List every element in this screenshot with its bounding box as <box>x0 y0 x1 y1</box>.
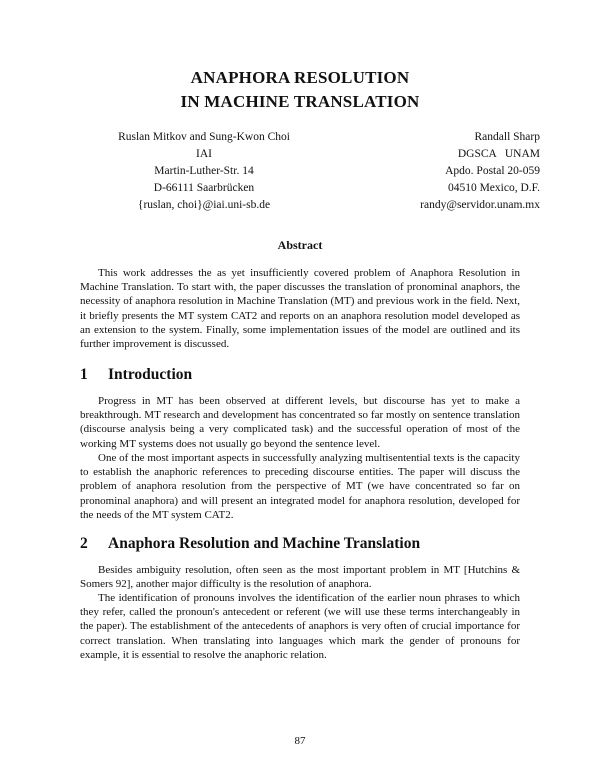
author-names: Randall Sharp <box>474 131 540 143</box>
author-names: Ruslan Mitkov and Sung-Kwon Choi <box>118 131 290 143</box>
author-block-left <box>96 129 312 214</box>
author-affiliation: DGSCA UNAM <box>457 148 540 160</box>
title-line-1: ANAPHORA RESOLUTION <box>190 68 410 87</box>
author-street: Apdo. Postal 20-059 <box>445 165 540 177</box>
paragraph: The identification of pronouns involves the identification of the earlier noun phrases to which they refer, called the pronoun's antecedent or referent (we will use these terms interchangeably in the paper). The establishment of the antecedents of anaphors is very often of crucial importance for correct translation. When translating into languages which mark the gender of pronouns for example, it is essential to resolve the anaphoric relation. <box>80 592 520 661</box>
paragraph: One of the most important aspects in successfully analyzing multisentential texts is the capacity to establish the anaphoric references to preceding discourse entities. The paper will discuss the problem of anaphora resolution from the perspective of MT (we have concentrated so far on pronominal anaphora) and will present an integrated model for anaphora resolution, developed for the needs of the MT system CAT2. <box>80 452 520 521</box>
author-email: randy@servidor.unam.mx <box>420 199 540 211</box>
author-street: Martin-Luther-Str. 14 <box>154 165 254 177</box>
section-number: 2 <box>80 535 88 552</box>
author-city: D-66111 Saarbrücken <box>153 182 255 194</box>
abstract-heading: Abstract <box>277 238 323 252</box>
paper-title <box>0 66 600 114</box>
paragraph: Besides ambiguity resolution, often seen as the most important problem in MT [Hutchins & Somers 92], another major difficulty is the resolution of anaphora. <box>80 564 520 591</box>
section-heading <box>80 366 192 384</box>
abstract-text: This work addresses the as yet insufficiently covered problem of Anaphora Resolution in Machine Translation. To start with, the paper discusses the translation of pronominal anaphors, the necessity of anaphora resolution in Machine Translation (MT) and previous work in the field. Next, it briefly presents the MT system CAT2 and reports on an anaphora resolution model developed as an extension to the system. Finally, some implementation issues of the model are outlined and its further improvement is discussed. <box>80 267 520 351</box>
section-title: Introduction <box>108 366 193 383</box>
section-heading <box>80 535 420 553</box>
author-block-right <box>350 129 540 214</box>
author-affiliation: IAI <box>196 148 212 160</box>
section-title: Anaphora Resolution and Machine Translation <box>108 535 421 552</box>
section-number: 1 <box>80 366 88 383</box>
author-email: {ruslan, choi}@iai.uni-sb.de <box>137 199 271 211</box>
title-line-2: IN MACHINE TRANSLATION <box>180 92 420 111</box>
page-number: 87 <box>294 735 306 747</box>
paragraph: Progress in MT has been observed at different levels, but discourse has yet to make a breakthrough. MT research and development has concentrated so far mostly on sentence translation (discourse analysis being a very complicated task) and the successful operation of most of the working MT systems does not usually go beyond the sentence level. <box>80 395 520 450</box>
author-city: 04510 Mexico, D.F. <box>447 182 540 194</box>
